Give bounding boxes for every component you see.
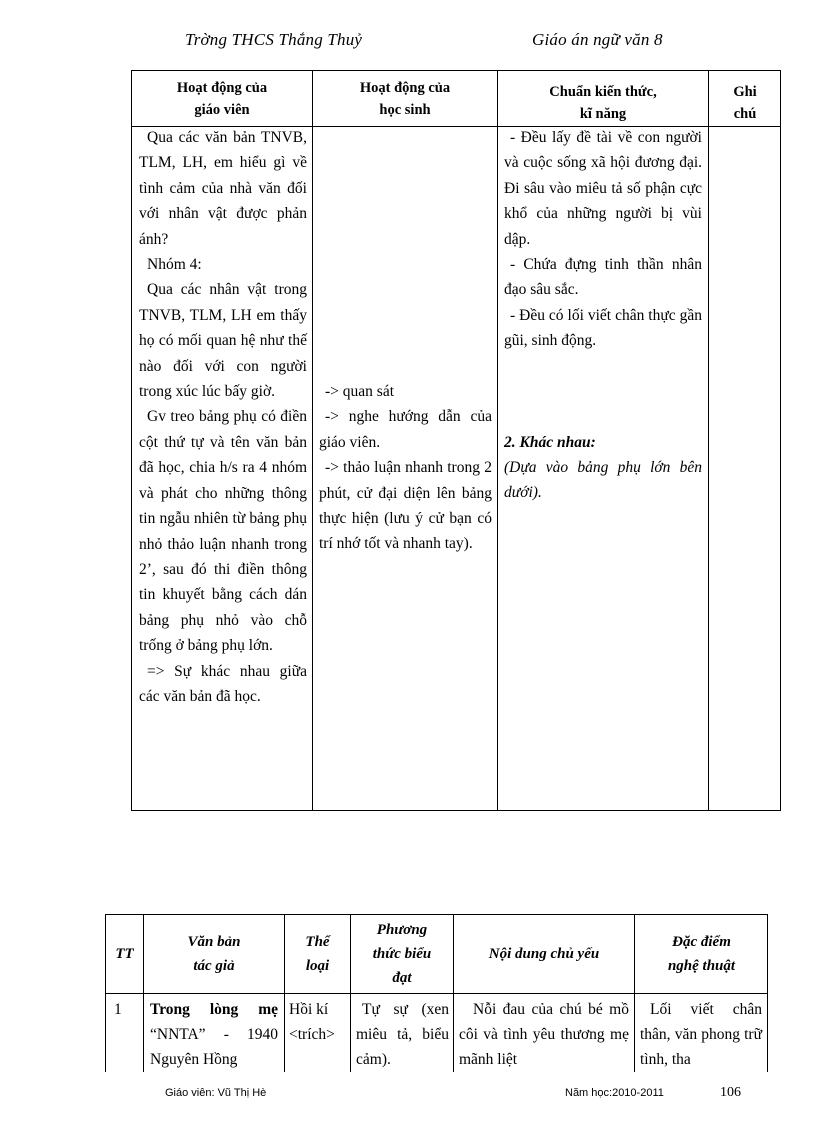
header-text-author: Văn bản tác giả	[187, 934, 241, 974]
similarity-1: - Đều lấy đề tài về con người và cuộc sống xã hội đương đại. Đi sâu vào miêu tả số phận cực khổ của những người bị vùi dập.	[504, 129, 702, 248]
similarity-3: - Đều có lối viết chân thực gần gũi, sinh động.	[504, 306, 702, 350]
row1-expression-mode: Tự sự (xen miêu tả, biểu cảm).	[356, 1001, 449, 1068]
row1-detail: “NNTA” - 1940 Nguyên Hồng	[150, 1026, 278, 1068]
differences-note: (Dựa vào bảng phụ lớn bên dưới).	[504, 459, 702, 502]
header-school: Trờng THCS Thắng Thuỷ	[185, 30, 363, 49]
teacher-question-2: Qua các nhân vật trong TNVB, TLM, LH em thấy họ có mối quan hệ như thế nào đối với con người trong xúc lúc bấy giờ.	[139, 281, 307, 401]
header-teacher-activity: Hoạt động của giáo viên	[176, 80, 268, 118]
page-number: 106	[720, 1085, 741, 1100]
student-step-listen: -> nghe hướng dẫn của giáo viên.	[319, 408, 492, 451]
header-genre: Thể loại	[305, 934, 330, 974]
header-notes: Ghi chú	[733, 84, 757, 122]
column-divider	[497, 71, 498, 810]
row1-tt: 1	[114, 1001, 122, 1018]
header-art-features: Đặc điểm nghệ thuật	[667, 934, 736, 974]
knowledge-cell	[504, 125, 702, 354]
group-4-label: Nhóm 4:	[147, 256, 202, 274]
student-step-discuss: -> thảo luận nhanh trong 2 phút, cử đại diện lên bảng thực hiện (lưu ý cử bạn có trí nhớ tốt và nhanh tay).	[319, 459, 492, 553]
header-main-content: Nội dung chủ yếu	[488, 946, 600, 962]
student-step-observe: -> quan sát	[325, 383, 395, 400]
row1-text-author	[150, 997, 278, 1072]
header-divider	[106, 993, 767, 994]
row1-main-content: Nỗi đau của chú bé mồ côi và tình yêu thương mẹ mãnh liệt	[459, 1001, 629, 1068]
differences-heading: 2. Khác nhau:	[504, 434, 596, 451]
row1-art-features: Lối viết chân thân, văn phong trữ tình, tha	[640, 1001, 762, 1068]
footer-school-year: Năm học:2010-2011	[565, 1087, 664, 1099]
student-activity-cell	[319, 379, 492, 557]
header-tt: TT	[115, 946, 134, 962]
teacher-conclusion: => Sự khác nhau giữa các văn bản đã học.	[139, 662, 307, 705]
teacher-instruction: Gv treo bảng phụ có điền cột thứ tự và tên văn bản đã học, chia h/s ra 4 nhóm và phát cho những thông tin ngẫu nhiên từ bảng phụ nhỏ thảo luận nhanh trong 2’, sau đó thi điền thông tin khuyết bằng cách dán bảng phụ nhỏ vào chỗ trống ở bảng phụ lớn.	[139, 408, 307, 655]
footer-teacher: Giáo viên: Vũ Thị Hè	[165, 1087, 267, 1099]
teacher-activity-cell	[139, 125, 307, 709]
lesson-activity-table	[131, 70, 781, 811]
header-subject: Giáo án ngữ văn 8	[532, 30, 663, 49]
header-knowledge-skills: Chuẩn kiến thức, kĩ năng	[549, 84, 657, 122]
header-expression-mode: Phương thức biểu đạt	[372, 922, 432, 986]
comparison-table	[105, 914, 768, 1072]
column-divider	[312, 71, 313, 810]
header-student-activity: Hoạt động của học sinh	[359, 80, 451, 118]
row1-genre: Hồi kí <trích>	[289, 1001, 335, 1043]
teacher-question-1: Qua các văn bản TNVB, TLM, LH, em hiểu gì về tình cảm của nhà văn đối với nhân vật được phản ánh?	[139, 129, 307, 248]
similarity-2: - Chứa đựng tinh thần nhân đạo sâu sắc.	[504, 256, 702, 299]
column-divider	[708, 71, 709, 810]
row1-title: Trong lòng mẹ	[150, 1001, 278, 1018]
